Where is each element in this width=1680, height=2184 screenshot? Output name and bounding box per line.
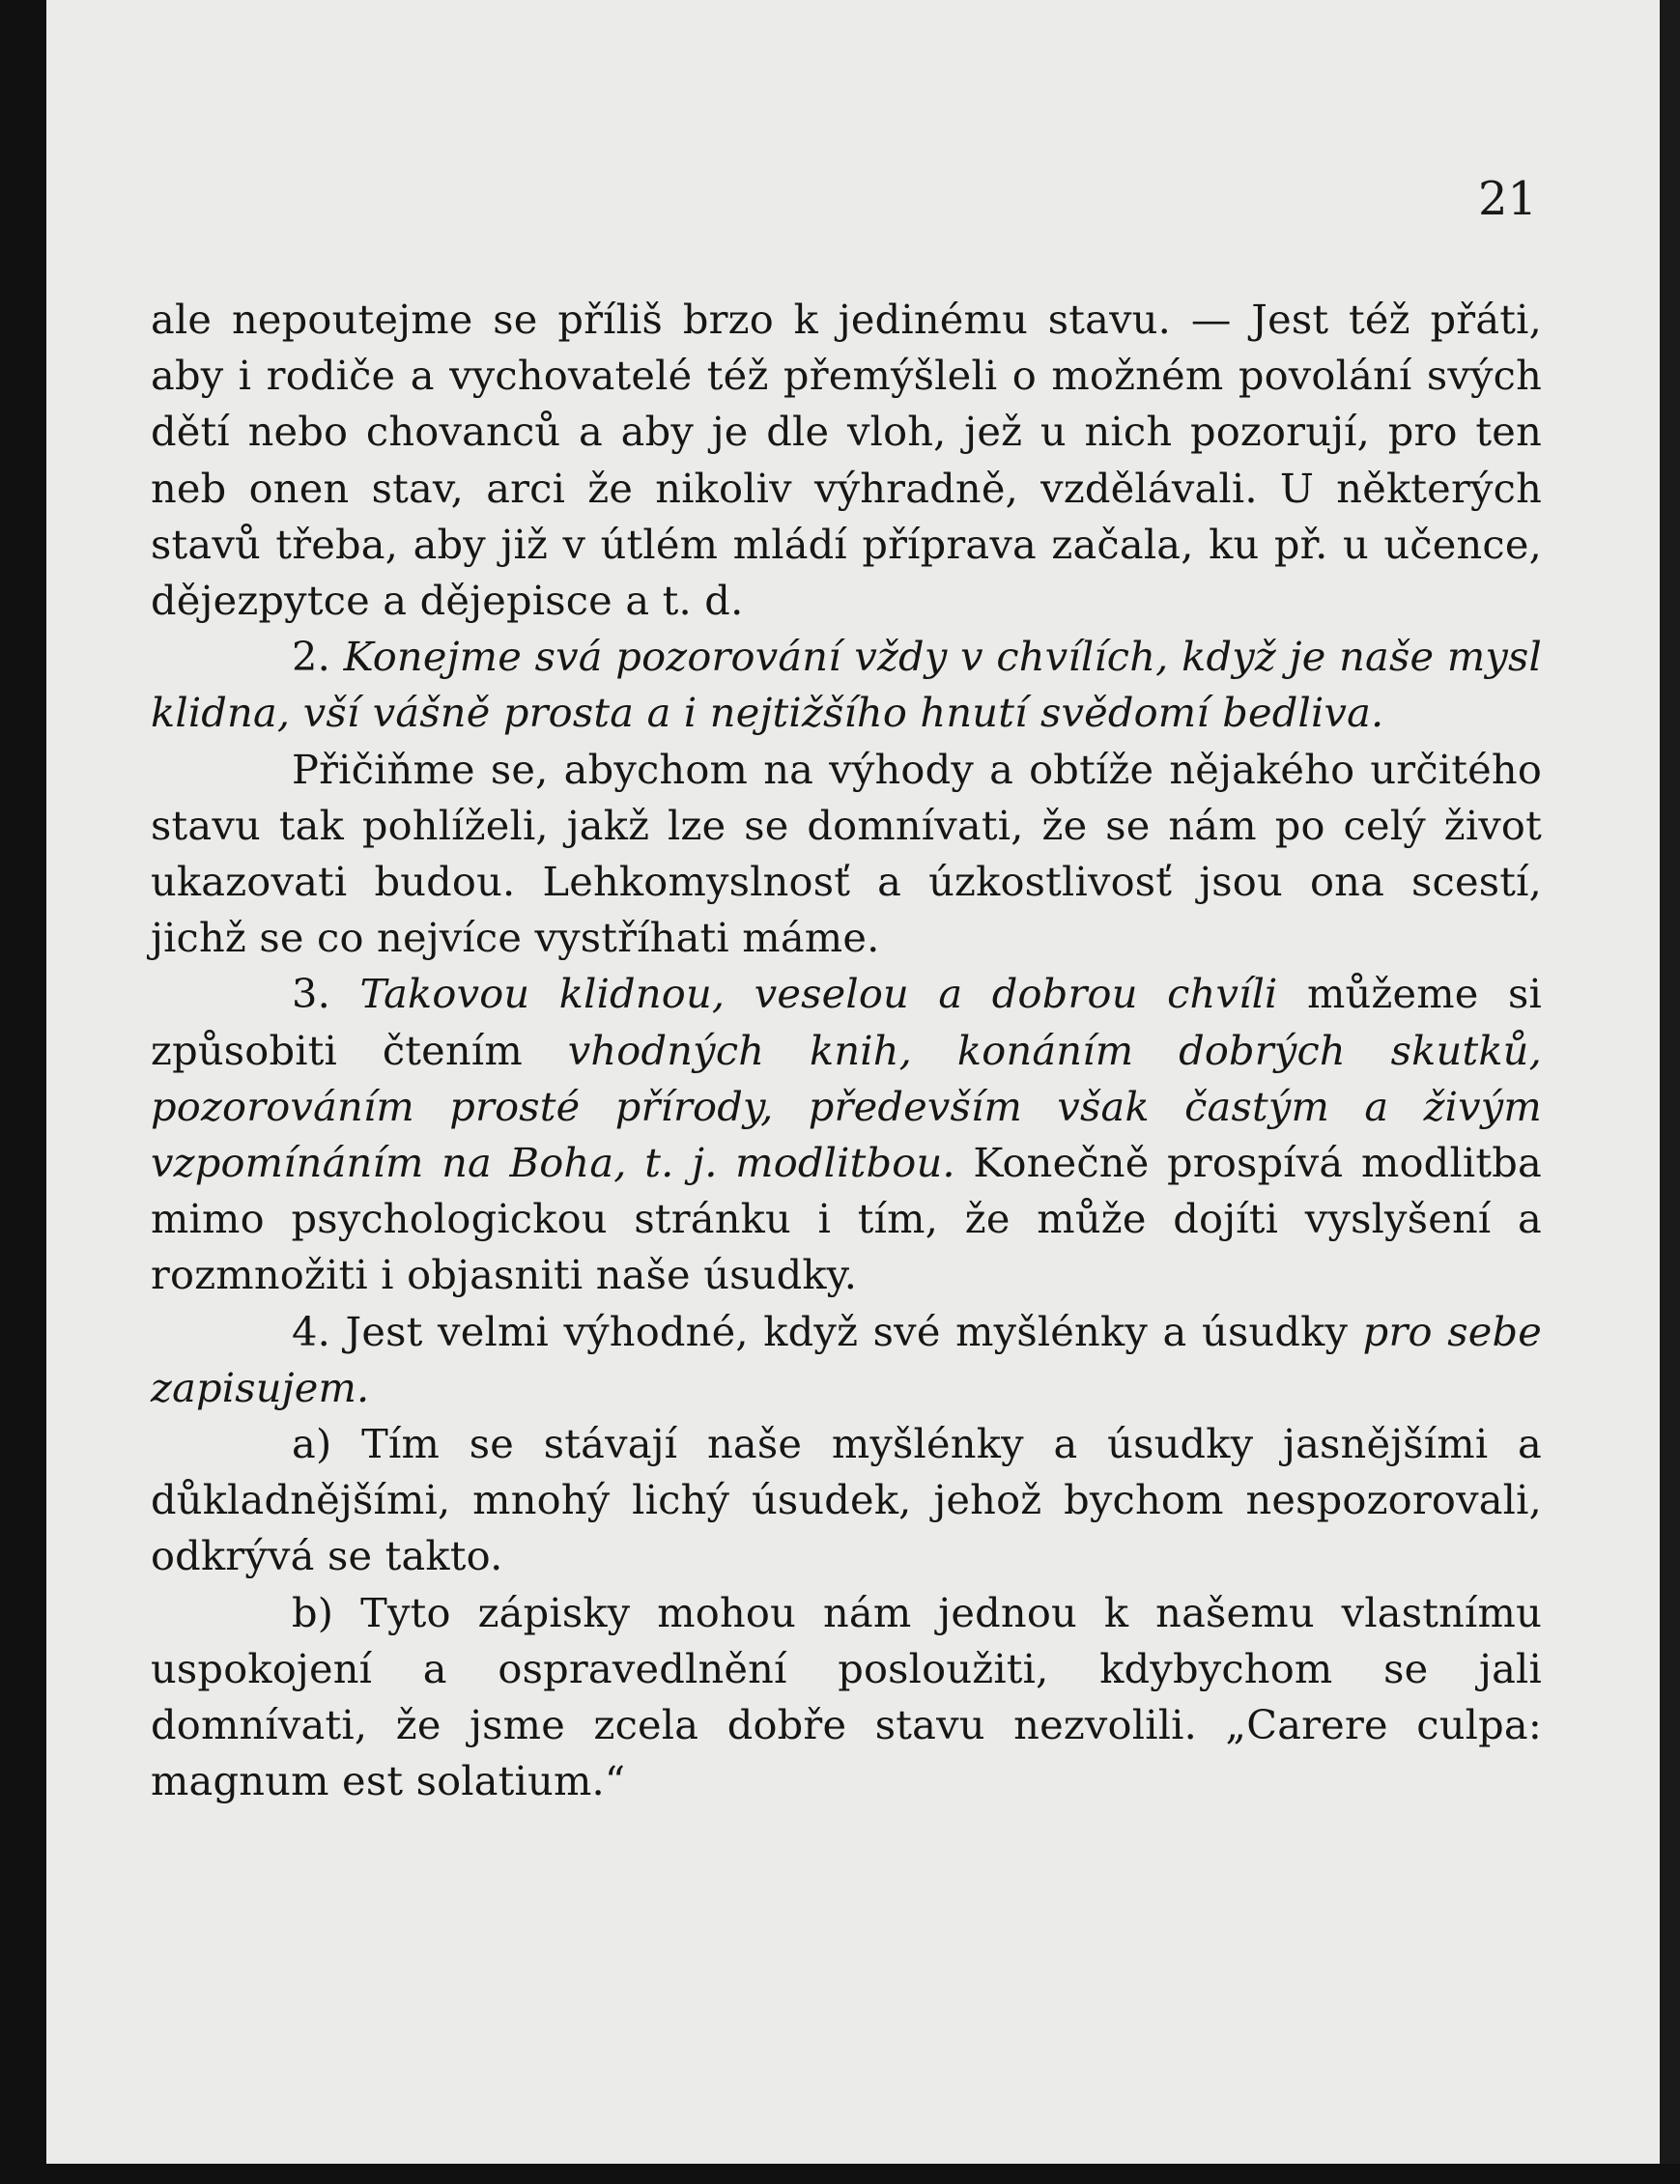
paragraph-1: ale nepoutejme se příliš brzo k jedinému stavu. — Jest též přáti, aby i rodiče a vychovatelé též přemýšleli o možném povolání svých dětí nebo chovanců a aby je dle vloh, jež u nich pozorují, pro ten neb onen stav, arci že nikoliv výhradně, vzdělávali. U některých stavů třeba, aby již v útlém mládí příprava začala, ku př. u učence, dějezpytce a dějepisce a t. d.: [151, 296, 1542, 625]
page-number: 21: [1478, 172, 1538, 226]
paragraph-5: 4. Jest velmi výhodné, když své myšlénky a úsudky pro sebe zapisujem.: [151, 1307, 1542, 1411]
body-text: [151, 292, 1542, 1809]
paragraph-7: b) Tyto zápisky mohou nám jednou k našemu vlastnímu uspokojení a ospravedlnění posloužiti, kdybychom se jali domnívati, že jsme zcela dobře stavu nezvolili. „Carere culpa: magnum est solatium.“: [151, 1588, 1542, 1805]
scan-right-edge: [1660, 0, 1680, 2184]
paragraph-4: 3. Takovou klidnou, veselou a dobrou chvíli můžeme si způsobiti čtením vhodných knih, konáním dobrých skutků, pozorováním prosté přírody, především však častým a živým vzpomínáním na Boha, t. j. modlitbou. Konečně prospívá modlitba mimo psychologickou stránku i tím, že může dojíti vyslyšení a rozmnožiti i objasniti naše úsudky.: [151, 970, 1542, 1299]
paragraph-6: a) Tím se stávají naše myšlénky a úsudky jasnějšími a důkladnějšími, mnohý lichý úsudek, jehož bychom nespozorovali, odkrývá se takto.: [151, 1420, 1542, 1580]
paragraph-2: 2. Konejme svá pozorování vždy v chvílích, když je naše mysl klidna, vší vášně prosta a i nejtižšího hnutí svědomí bedliva.: [151, 633, 1542, 737]
scan-bottom-edge: [0, 2164, 1680, 2184]
scan-left-edge: [0, 0, 46, 2184]
paragraph-3: Přičiňme se, abychom na výhody a obtíže nějakého určitého stavu tak pohlíželi, jakž lze se domnívati, že se nám po celý život ukazovati budou. Lehkomyslnosť a úzkostlivosť jsou ona scestí, jichž se co nejvíce vystříhati máme.: [151, 745, 1542, 962]
